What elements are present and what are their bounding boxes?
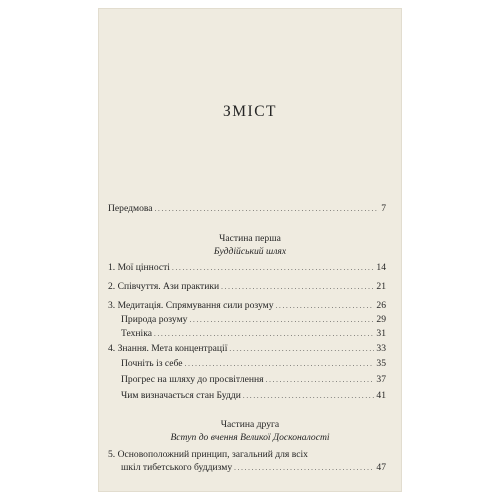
toc-entry-page: 31 [376, 328, 386, 339]
part2-title: Частина друга [220, 419, 280, 430]
toc-entry-page: 35 [376, 358, 386, 369]
toc-subentry [121, 358, 386, 370]
book-page [98, 8, 402, 492]
leader-dots [154, 328, 374, 340]
toc-entry-page: 14 [376, 262, 386, 273]
toc-entry [108, 262, 386, 274]
toc-entry-label: 2. Співчуття. Ази практики [108, 281, 220, 292]
leader-dots [221, 281, 374, 293]
toc-entry-label: Техніка [121, 328, 152, 339]
part2-subtitle: Вступ до вчення Великої Досконалості [170, 432, 330, 443]
part1-subtitle: Буддійський шлях [213, 246, 287, 257]
toc-entry-label: Природа розуму [121, 314, 188, 325]
toc-entry-page: 47 [376, 462, 386, 473]
toc-heading: ЗМІСТ [222, 103, 277, 120]
toc-entry-page: 26 [376, 300, 386, 311]
toc-subentry [121, 374, 386, 386]
toc-entry-page: 41 [376, 390, 386, 401]
toc-entry [108, 343, 386, 355]
leader-dots [229, 343, 374, 355]
leader-dots [276, 300, 375, 312]
toc-subentry [121, 390, 386, 402]
toc-entry-preface [108, 203, 386, 215]
toc-entry-page: 33 [376, 343, 386, 354]
toc-entry [108, 281, 386, 293]
toc-subentry [121, 328, 386, 340]
toc-entry-label: 3. Медитація. Спрямування сили розуму [108, 300, 274, 311]
toc-entry-label: шкіл тибетського буддизму [121, 462, 233, 473]
toc-entry-label: Прогрес на шляху до просвітлення [121, 374, 264, 385]
toc-entry-label: 4. Знання. Мета концентрації [108, 343, 228, 354]
toc-entry-label: Чим визначається стан Будди [121, 390, 241, 401]
leader-dots [189, 314, 374, 326]
leader-dots [243, 390, 375, 402]
leader-dots [172, 262, 374, 274]
toc-subentry [121, 314, 386, 326]
toc-entry-page: 37 [376, 374, 386, 385]
leader-dots [155, 203, 380, 215]
toc-entry-label: Передмова [108, 203, 153, 214]
toc-entry [108, 300, 386, 312]
leader-dots [185, 358, 375, 370]
toc-entry-page: 29 [376, 314, 386, 325]
toc-entry-page: 21 [376, 281, 386, 292]
toc-entry-page: 7 [381, 203, 386, 214]
toc-entry-5-line2 [121, 462, 386, 474]
toc-entry-label: Почніть із себе [121, 358, 183, 369]
toc-entry-label: 1. Мої цінності [108, 262, 170, 273]
leader-dots [266, 374, 375, 386]
leader-dots [234, 462, 374, 474]
toc-entry-5-line1: 5. Основоположний принцип, загальний для всіх [108, 449, 308, 460]
part1-title: Частина перша [219, 233, 281, 244]
